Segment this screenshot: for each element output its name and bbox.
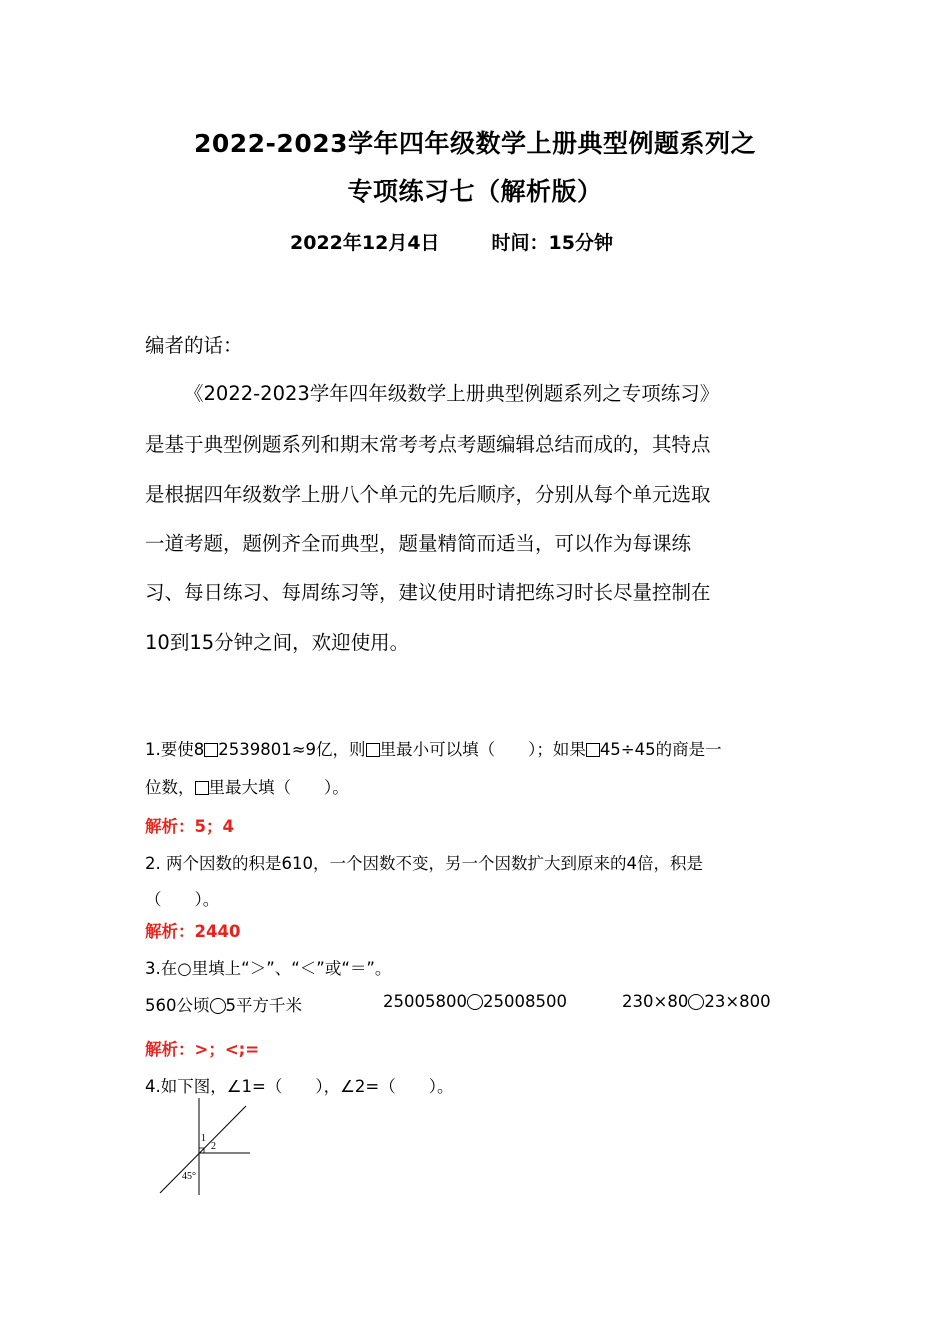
angle-45-label: 45°	[182, 1171, 196, 1182]
question-3-prompt: 3.在○里填上“＞”、“＜”或“＝”。	[145, 959, 392, 978]
question-3-item-3	[622, 992, 771, 1011]
q3-item3-left: 230×80	[622, 992, 689, 1011]
question-2-line-2: （ ）。	[145, 890, 220, 909]
q3-item2-left: 25005800	[383, 992, 467, 1011]
editor-note-line-4: 一道考题，题例齐全而典型，题量精简而适当，可以作为每课练	[145, 532, 692, 555]
q1-text-b: 2539801≈9亿，则	[218, 740, 366, 759]
question-2-answer: 解析：2440	[145, 922, 241, 941]
angle-1-label: 1	[201, 1133, 206, 1144]
editor-note-line-5: 习、每日练习、每周练习等，建议使用时请把练习时长尽量控制在	[145, 581, 711, 604]
blank-box-icon	[195, 781, 209, 795]
question-4-prompt: 4.如下图，∠1=（ ），∠2=（ ）。	[145, 1077, 454, 1096]
question-1-answer: 解析：5；4	[145, 817, 234, 836]
angle-2-label: 2	[211, 1141, 216, 1152]
q1-text-line2-b: 里最大填（ ）。	[208, 778, 349, 797]
editor-note-line-3: 是根据四年级数学上册八个单元的先后顺序，分别从每个单元选取	[145, 483, 711, 506]
angle-diagram	[150, 1098, 260, 1198]
document-title-line1: 2022-2023学年四年级数学上册典型例题系列之	[193, 129, 757, 158]
question-1-line-2	[145, 774, 349, 798]
compare-circle-icon	[688, 994, 704, 1010]
q3-item3-right: 23×800	[704, 992, 771, 1011]
editor-note-line-2: 是基于典型例题系列和期末常考考点考题编辑总结而成的，其特点	[145, 433, 711, 456]
time-limit-text: 时间：15分钟	[491, 232, 613, 254]
editor-note-line-6: 10到15分钟之间，欢迎使用。	[145, 631, 410, 654]
diagonal-line	[160, 1106, 246, 1193]
question-1-line-1	[145, 736, 722, 760]
q1-text-d: 45÷45的商是一	[599, 740, 722, 759]
q3-item2-right: 25008500	[482, 992, 567, 1011]
q3-item1-left: 560公顷	[145, 996, 210, 1015]
date-text: 2022年12月4日	[290, 232, 440, 254]
question-3-answer: 解析：>；<;=	[145, 1040, 260, 1059]
compare-circle-icon	[467, 994, 483, 1010]
editor-note-line-1: 《2022-2023学年四年级数学上册典型例题系列之专项练习》	[184, 382, 720, 405]
q1-text-c: 里最小可以填（ ）；如果	[379, 740, 586, 759]
blank-box-icon	[366, 743, 380, 757]
question-3-item-2	[383, 992, 567, 1011]
document-title-line2: 专项练习七（解析版）	[347, 177, 603, 206]
q1-text-a: 1.要使8	[145, 740, 205, 759]
blank-box-icon	[586, 743, 600, 757]
question-3-item-1	[145, 992, 302, 1016]
question-2-line-1: 2. 两个因数的积是610，一个因数不变，另一个因数扩大到原来的4倍，积是	[145, 854, 703, 873]
editor-note-heading: 编者的话：	[145, 334, 243, 357]
q3-item1-right: 5平方千米	[225, 996, 302, 1015]
blank-box-icon	[204, 743, 218, 757]
date-time-line	[290, 228, 613, 255]
compare-circle-icon	[210, 998, 226, 1014]
q1-text-line2-a: 位数，	[145, 778, 195, 797]
